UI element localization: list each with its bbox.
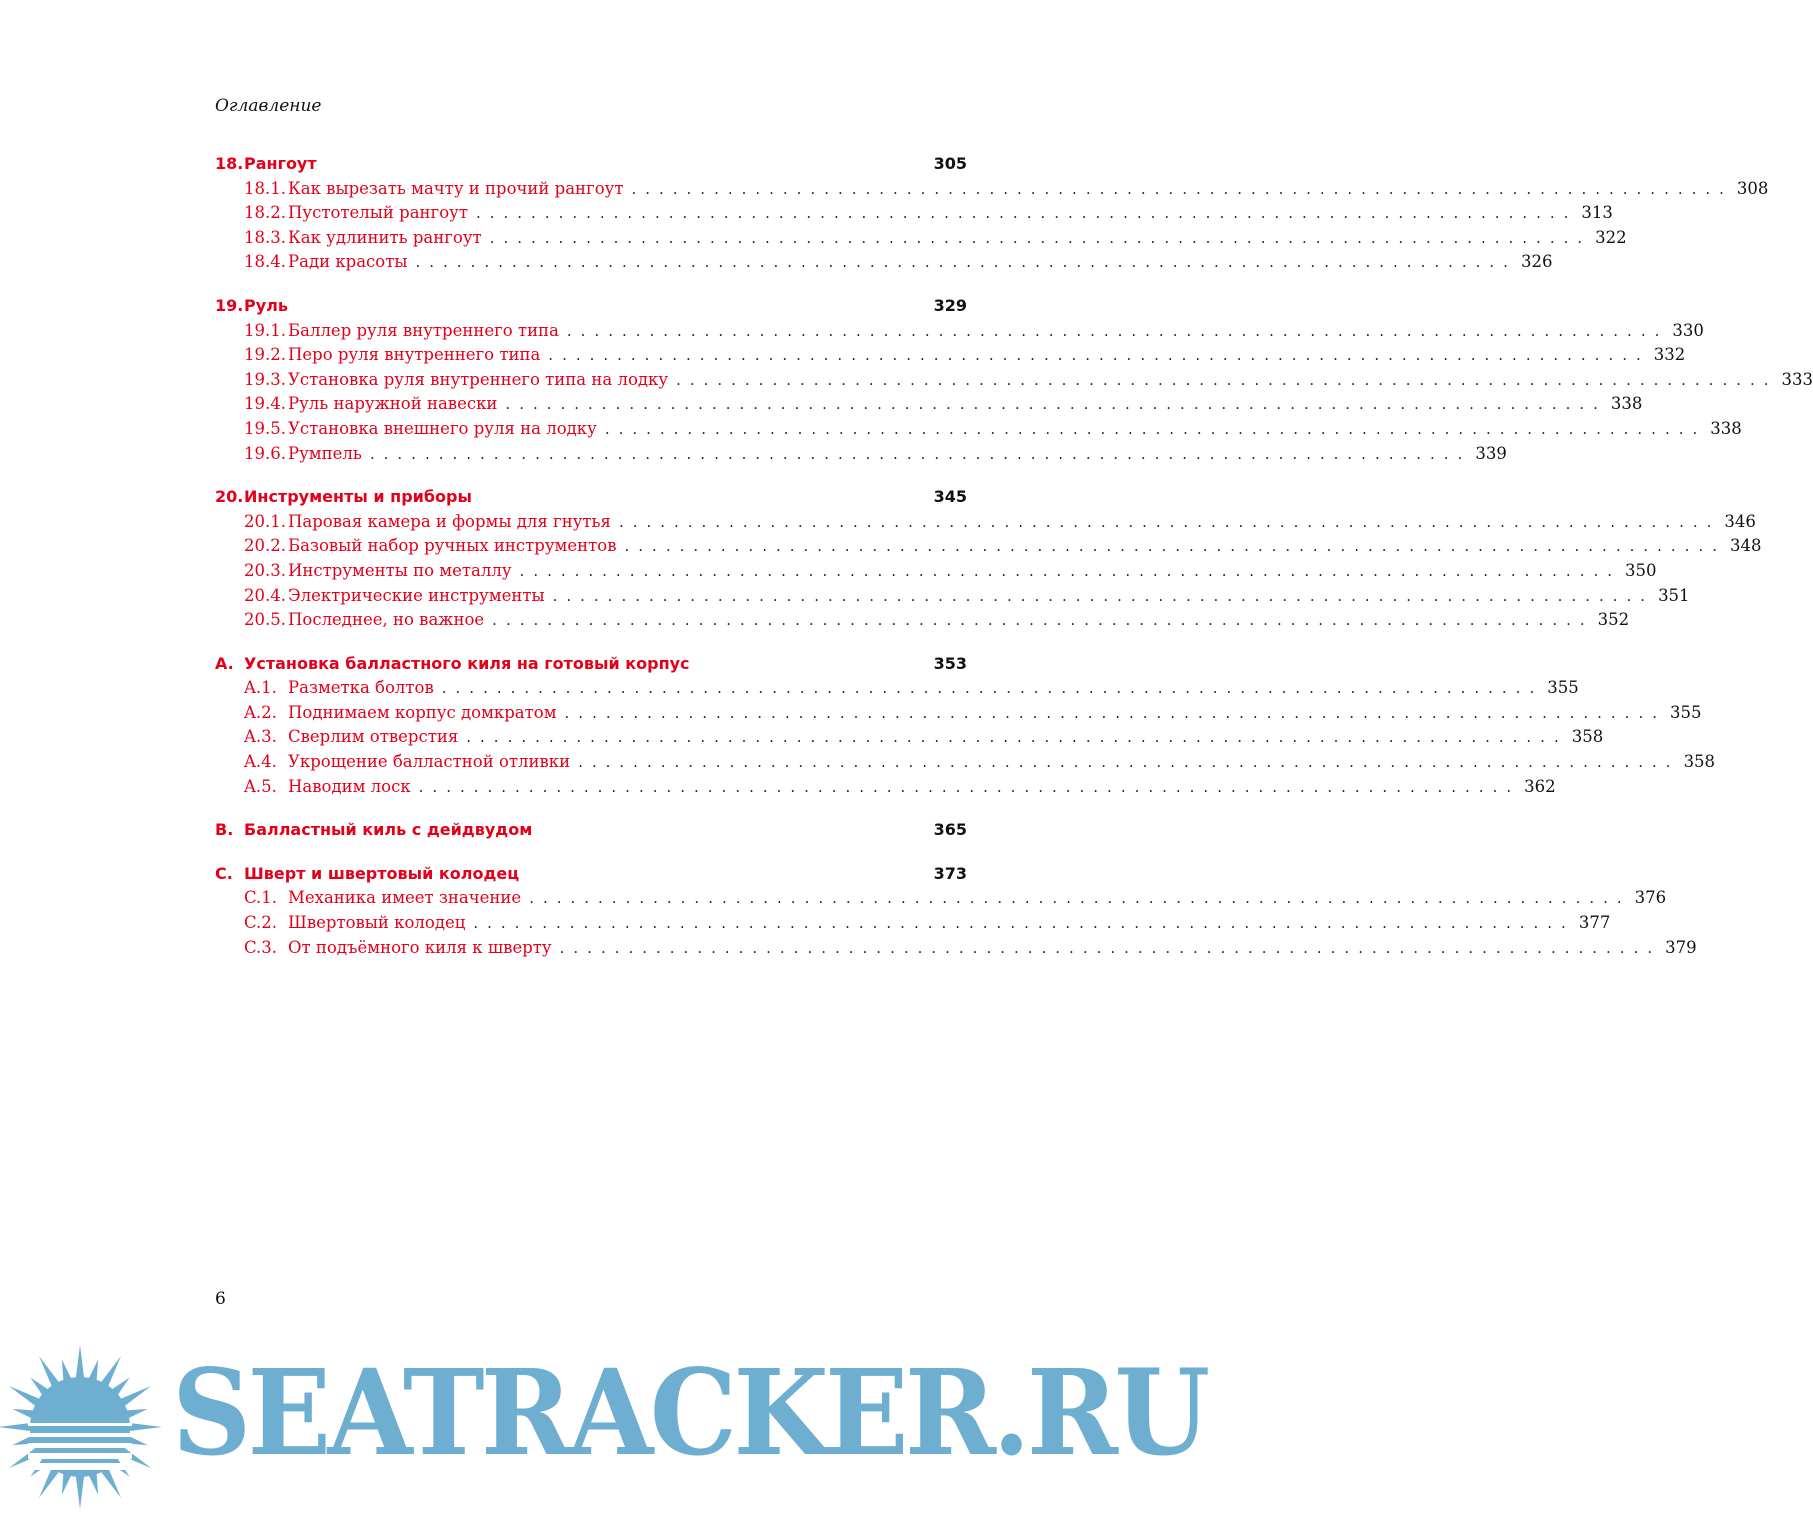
dot-leader: ................................................................................ [624,537,1726,556]
chapter-page: 365 [933,820,967,840]
toc-chapter [215,862,1697,960]
watermark-text: SEATRACKER.RU [172,1343,1207,1482]
section-title: Пустотелый рангоут [288,203,468,223]
section-page: 338 [1610,394,1643,414]
dot-leader: ................................................................................ [564,703,1666,722]
sun-ray [128,1423,162,1432]
chapter-page: 353 [933,653,967,673]
chapter-title-text: Балластный киль с дейдвудом [244,820,533,840]
section-number: 19.6. [244,443,286,463]
dot-leader: ................................................................................ [529,889,1631,908]
chapter-number: 19. [215,295,244,315]
section-title: Руль наружной навески [288,394,498,414]
section-number: 19.4. [244,394,286,414]
section-number: A.4. [244,752,277,772]
toc-section-row[interactable] [215,201,1613,226]
section-title: Наводим лоск [288,776,411,796]
sun-ray [76,1475,85,1509]
dot-leader: ................................................................................ [473,914,1575,933]
section-title: Установка внешнего руля на лодку [288,418,597,438]
dot-leader: ................................................................................ [548,346,1650,365]
section-number: C.1. [244,888,278,908]
section-title: Механика имеет значение [288,888,522,908]
section-title: Как вырезать мачту и прочий рангоут [288,178,624,198]
section-title: Румпель [288,443,362,463]
dot-leader: ................................................................................ [441,679,1544,698]
toc-chapter [215,485,1762,633]
section-page: 350 [1625,560,1657,580]
chapter-title [215,862,519,887]
section-page: 358 [1683,752,1716,772]
toc-chapter [215,818,967,843]
section-number: 18.1. [244,178,286,198]
section-page: 322 [1595,227,1627,247]
section-page: 348 [1729,536,1762,556]
toc-chapter-row[interactable] [215,652,967,677]
toc-section-row[interactable] [215,559,1657,584]
section-title: Установка руля внутреннего типа на лодку [288,369,669,389]
chapter-title [215,294,288,319]
chapter-title-text: Шверт и швертовый колодец [244,863,520,883]
dot-leader: ................................................................................ [559,938,1662,957]
toc-chapter [215,652,1716,800]
chapter-title [215,152,317,177]
sun-disc [30,1377,130,1477]
section-page: 355 [1669,702,1702,722]
toc-chapter [215,152,1769,275]
dot-leader: ................................................................................ [566,321,1669,340]
section-title: От подъёмного киля к шверту [288,937,552,957]
chapter-number: 18. [215,154,244,173]
section-title: Инструменты по металлу [288,560,512,580]
section-title: Разметка болтов [288,678,434,698]
section-number: 20.5. [244,610,286,630]
sun-ray [0,1423,32,1432]
toc-section-row[interactable] [215,417,1742,442]
section-page: 355 [1547,678,1579,698]
section-page: 351 [1658,585,1690,605]
dot-leader: ................................................................................ [618,512,1721,531]
dot-leader: ................................................................................ [475,204,1578,223]
dot-leader: ................................................................................ [415,253,1517,272]
toc-section-row[interactable] [215,250,1553,275]
chapter-title [215,818,532,843]
toc-section-row[interactable] [215,911,1611,936]
toc-section-row[interactable] [215,319,1704,344]
section-page: 338 [1710,418,1742,438]
dot-leader: ................................................................................ [604,419,1707,438]
toc-chapter-row[interactable] [215,152,967,177]
section-number: 18.2. [244,203,286,223]
chapter-title-text: Руль [244,295,288,315]
running-head: Оглавление [215,96,322,116]
section-number: A.3. [244,727,277,747]
sun-icon [0,1345,162,1509]
section-page: 308 [1736,178,1769,198]
toc-section-row[interactable] [215,226,1627,251]
toc-section-row[interactable] [215,442,1507,467]
section-number: 19.2. [244,345,286,365]
section-number: 18.3. [244,227,286,247]
dot-leader: ................................................................................ [466,728,1568,747]
toc-section-row[interactable] [215,177,1769,202]
toc-chapter [215,294,1813,466]
dot-leader: ................................................................................ [492,611,1594,630]
dot-leader: ................................................................................ [489,228,1592,247]
section-number: 19.1. [244,320,286,340]
section-number: C.3. [244,937,278,957]
toc-section-row[interactable] [215,701,1702,726]
section-title: Электрические инструменты [288,585,545,605]
sun-horizon-line [28,1463,132,1470]
page-number: 6 [215,1289,226,1309]
chapter-page: 345 [933,487,967,507]
toc-section-row[interactable] [215,510,1756,535]
section-number: C.2. [244,913,278,933]
section-page: 326 [1520,252,1553,272]
toc-section-row[interactable] [215,676,1579,701]
sun-horizon-line [28,1453,132,1459]
section-page: 379 [1665,937,1697,957]
toc-section-row[interactable] [215,584,1690,609]
section-number: 18.4. [244,252,286,272]
toc-chapter-row[interactable] [215,818,967,843]
section-title: Швертовый колодец [288,913,466,933]
section-page: 358 [1571,727,1604,747]
chapter-page: 305 [933,154,967,173]
section-page: 313 [1581,203,1613,223]
section-page: 346 [1724,511,1756,531]
toc-section-row[interactable] [215,936,1697,961]
chapter-page: 329 [933,295,967,315]
section-title: Последнее, но важное [288,610,485,630]
section-title: Сверлим отверстия [288,727,459,747]
dot-leader: ................................................................................ [676,370,1778,389]
section-page: 376 [1634,888,1667,908]
section-title: Укрощение балластной отливки [288,752,571,772]
section-title: Как удлинить рангоут [288,227,482,247]
section-page: 333 [1781,369,1813,389]
dot-leader: ................................................................................ [369,444,1472,463]
chapter-title-text: Установка балластного киля на готовый корпус [244,653,690,673]
toc-section-row[interactable] [215,534,1762,559]
sun-horizon-line [28,1423,132,1426]
chapter-title-text: Рангоут [244,154,317,173]
chapter-number: C. [215,863,233,883]
section-number: A.1. [244,678,277,698]
section-page: 352 [1597,610,1630,630]
section-number: 20.3. [244,560,286,580]
sun-horizon-line [28,1443,132,1448]
toc-chapter-row[interactable] [215,485,967,510]
section-number: 20.4. [244,585,286,605]
chapter-title [215,652,690,677]
toc-section-row[interactable] [215,775,1556,800]
toc-section-row[interactable] [215,608,1630,633]
dot-leader: ................................................................................ [519,561,1621,580]
section-number: 19.5. [244,418,286,438]
chapter-number: 20. [215,487,244,507]
section-number: A.2. [244,702,277,722]
chapter-number: B. [215,820,234,840]
sun-horizon-line [28,1433,132,1437]
section-title: Поднимаем корпус домкратом [288,702,557,722]
toc-section-row[interactable] [215,368,1813,393]
section-number: 20.2. [244,536,286,556]
toc-section-row[interactable] [215,886,1667,911]
chapter-title [215,485,472,510]
section-number: 19.3. [244,369,286,389]
toc-chapter-row[interactable] [215,862,967,887]
section-title: Базовый набор ручных инструментов [288,536,617,556]
dot-leader: ................................................................................ [578,753,1680,772]
toc-section-row[interactable] [215,343,1686,368]
section-page: 339 [1475,443,1507,463]
section-title: Перо руля внутреннего типа [288,345,541,365]
dot-leader: ................................................................................ [552,586,1655,605]
section-number: A.5. [244,776,277,796]
dot-leader: ................................................................................ [505,395,1607,414]
toc-section-row[interactable] [215,392,1643,417]
dot-leader: ................................................................................ [631,179,1733,198]
toc-section-row[interactable] [215,725,1604,750]
section-page: 332 [1653,345,1686,365]
toc-section-row[interactable] [215,750,1716,775]
toc-chapter-row[interactable] [215,294,967,319]
sun-ray [76,1345,85,1379]
section-number: 20.1. [244,511,286,531]
section-title: Баллер руля внутреннего типа [288,320,559,340]
dot-leader: ................................................................................ [418,777,1521,796]
section-page: 377 [1578,913,1611,933]
chapter-number: A. [215,653,234,673]
section-page: 330 [1672,320,1704,340]
table-of-contents [215,152,1813,979]
section-page: 362 [1524,776,1556,796]
section-title: Паровая камера и формы для гнутья [288,511,611,531]
chapter-page: 373 [933,863,967,883]
section-title: Ради красоты [288,252,408,272]
chapter-title-text: Инструменты и приборы [244,487,472,507]
